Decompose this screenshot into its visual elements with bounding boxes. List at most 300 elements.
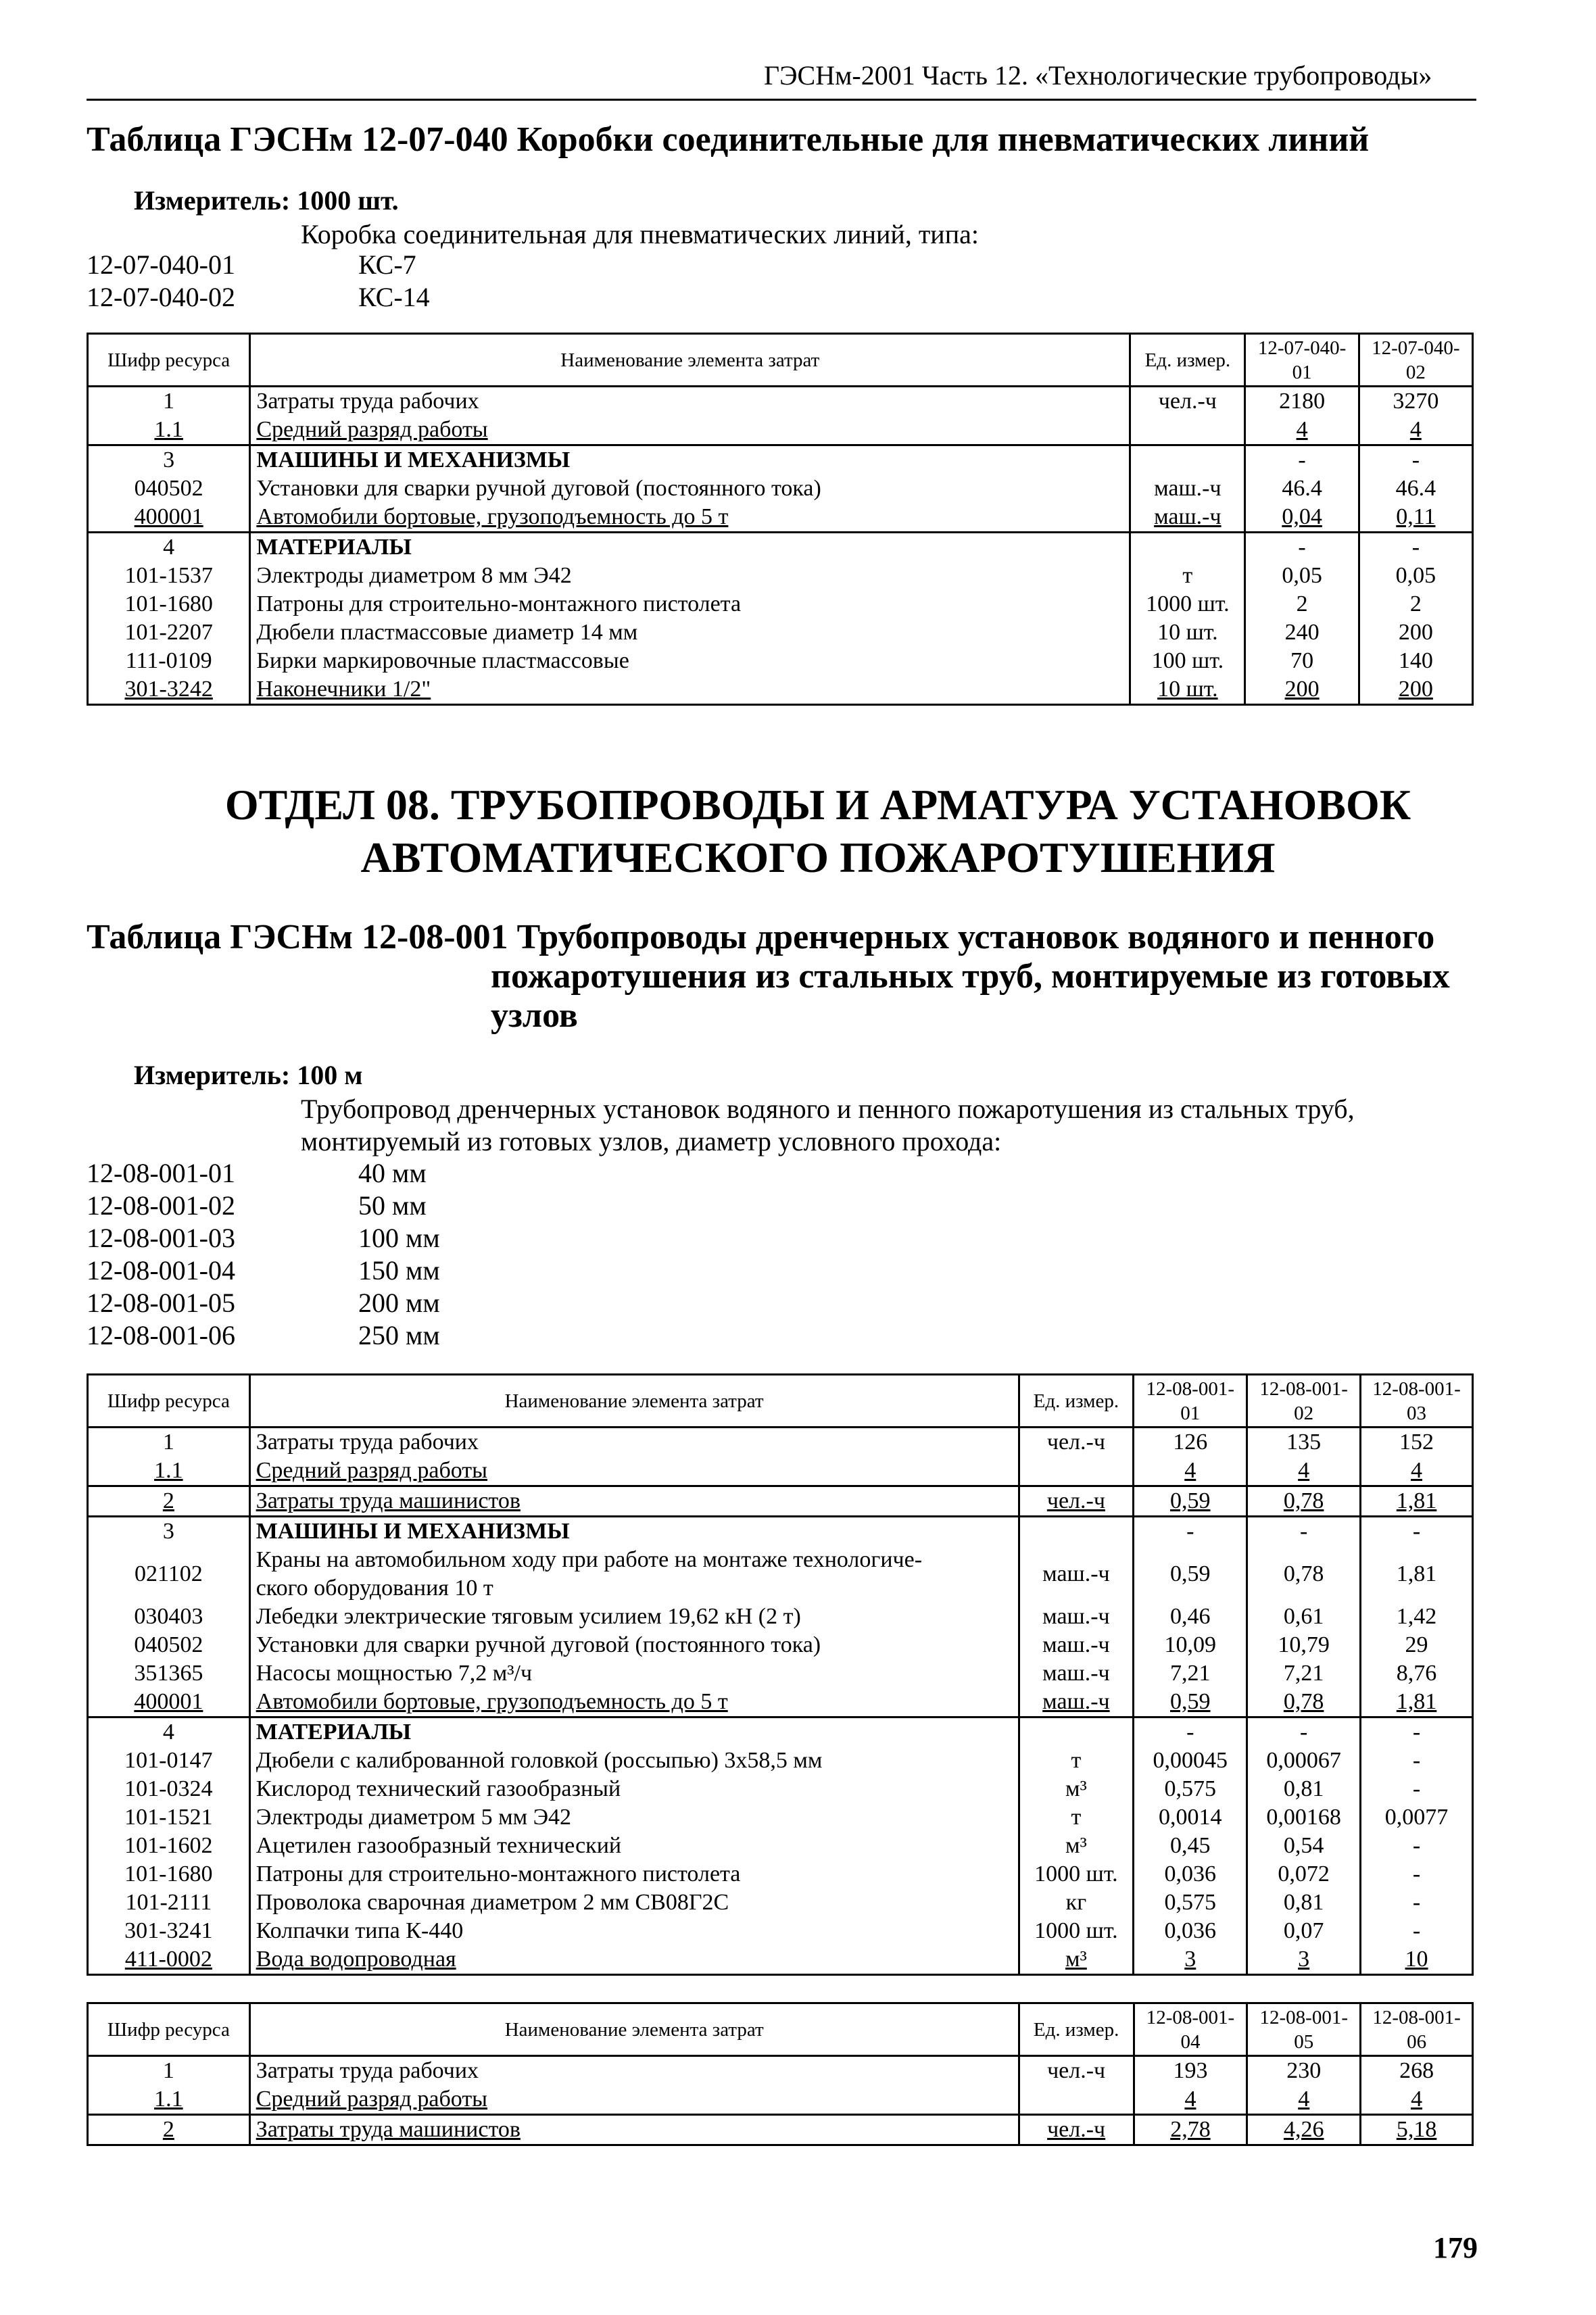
- resource-code: 021102: [88, 1546, 250, 1603]
- norm-value: 46.4: [1245, 474, 1359, 503]
- resource-code: 101-0324: [88, 1775, 250, 1803]
- resource-name: [249, 1860, 1019, 1888]
- resource-code: 1: [88, 2056, 250, 2086]
- table-row: [88, 1775, 1473, 1803]
- resource-name: [249, 1546, 1019, 1603]
- resource-code: 301-3242: [88, 675, 250, 705]
- norm-value: 126: [1134, 1428, 1247, 1457]
- norm-value: 8,76: [1361, 1659, 1473, 1688]
- resource-unit: [1130, 445, 1245, 475]
- resource-name-text: Установки для сварки ручной дуговой (постоянного тока): [256, 476, 821, 501]
- resource-code: 101-1602: [88, 1832, 250, 1860]
- meter-value: 1000 шт.: [297, 185, 399, 216]
- norm-value: 5,18: [1361, 2115, 1473, 2145]
- resource-unit: маш.-ч: [1130, 503, 1245, 533]
- table-row: [88, 416, 1473, 445]
- norm-value: 193: [1134, 2056, 1247, 2086]
- resource-code: 1.1: [88, 1457, 250, 1486]
- table-row: [88, 1486, 1473, 1517]
- col-header-norm-1: 12-08-001-01: [1134, 1375, 1247, 1428]
- resource-name: [249, 1659, 1019, 1688]
- norm-variant: 40 мм: [358, 1158, 427, 1188]
- section-heading: [81, 779, 1555, 884]
- resource-name: [249, 1688, 1019, 1717]
- resource-unit: [1019, 1517, 1134, 1546]
- resource-code: 101-1680: [88, 1860, 250, 1888]
- norm-code: 12-08-001-03: [87, 1223, 235, 1253]
- resource-name: [250, 647, 1130, 675]
- resource-name-text: Дюбели с калиброванной головкой (россыпью) 3х58,5 мм: [256, 1748, 823, 1773]
- resource-table-1: [87, 333, 1474, 706]
- norm-value: -: [1361, 1888, 1473, 1917]
- resource-unit: 100 шт.: [1130, 647, 1245, 675]
- table-row: [88, 647, 1473, 675]
- resource-name: [250, 416, 1130, 445]
- resource-name: [249, 1775, 1019, 1803]
- table-row: [88, 387, 1473, 416]
- resource-code: 2: [88, 1486, 250, 1517]
- norm-value: 29: [1361, 1631, 1473, 1659]
- norm-value: -: [1245, 533, 1359, 562]
- table-2-description-line-2: монтируемый из готовых узлов, диаметр условного прохода:: [301, 1126, 1002, 1156]
- norm-value: 2,78: [1134, 2115, 1247, 2145]
- norm-value: 1,42: [1361, 1603, 1473, 1631]
- resource-unit: чел.-ч: [1130, 387, 1245, 416]
- norm-value: 1,81: [1361, 1688, 1473, 1717]
- norm-value: 200: [1245, 675, 1359, 705]
- resource-code: 040502: [88, 474, 250, 503]
- table-row: [88, 533, 1473, 562]
- col-header-code: Шифр ресурса: [88, 1375, 250, 1428]
- norm-variant: КС-14: [358, 282, 430, 312]
- norm-value: 0,07: [1247, 1917, 1361, 1945]
- norm-value: 0,78: [1247, 1486, 1361, 1517]
- table-row: [88, 1688, 1473, 1717]
- resource-unit: [1019, 1457, 1134, 1486]
- table-row: [88, 503, 1473, 533]
- norm-value: -: [1361, 1917, 1473, 1945]
- norm-code: 12-08-001-02: [87, 1190, 235, 1221]
- resource-code: 1.1: [88, 416, 250, 445]
- norm-value: 4: [1361, 1457, 1473, 1486]
- table-row: [88, 562, 1473, 590]
- resource-code: 400001: [88, 1688, 250, 1717]
- resource-name-text: Средний разряд работы: [256, 417, 488, 442]
- resource-name: [249, 2085, 1019, 2115]
- resource-code: 101-2207: [88, 618, 250, 647]
- norm-value: 135: [1247, 1428, 1361, 1457]
- norm-value: -: [1134, 1717, 1247, 1747]
- resource-name: [250, 675, 1130, 705]
- norm-value: 0,04: [1245, 503, 1359, 533]
- resource-name-text: Вода водопроводная: [256, 1947, 456, 1972]
- norm-value: 10: [1361, 1945, 1473, 1975]
- resource-name: [249, 1888, 1019, 1917]
- col-header-unit: Ед. измер.: [1019, 1375, 1134, 1428]
- norm-value: 0,0014: [1134, 1803, 1247, 1832]
- norm-value: 4,26: [1247, 2115, 1361, 2145]
- meter-label: Измеритель:: [134, 185, 291, 216]
- resource-name: [249, 1717, 1019, 1747]
- resource-name: [249, 2056, 1019, 2086]
- col-header-unit: Ед. измер.: [1019, 2003, 1134, 2056]
- resource-name: [249, 1917, 1019, 1945]
- resource-name-text: МАШИНЫ И МЕХАНИЗМЫ: [256, 447, 571, 472]
- norm-variant: 200 мм: [358, 1288, 440, 1318]
- norm-value: 2: [1245, 590, 1359, 618]
- norm-variant: КС-7: [358, 249, 416, 280]
- norm-value: 4: [1361, 2085, 1473, 2115]
- resource-code: 2: [88, 2115, 250, 2145]
- norm-value: 0,05: [1359, 562, 1472, 590]
- norm-value: 0,45: [1134, 1832, 1247, 1860]
- resource-name-text: Затраты труда рабочих: [256, 1430, 479, 1455]
- running-header: ГЭСНм-2001 Часть 12. «Технологические трубопроводы»: [764, 60, 1432, 91]
- resource-name-text: Электроды диаметром 5 мм Э42: [256, 1805, 572, 1830]
- resource-code: 101-1537: [88, 562, 250, 590]
- norm-value: 0,05: [1245, 562, 1359, 590]
- resource-name-text: Наконечники 1/2": [256, 677, 431, 702]
- col-header-norm-4: 12-08-001-04: [1134, 2003, 1247, 2056]
- norm-value: 200: [1359, 675, 1472, 705]
- resource-name: [250, 590, 1130, 618]
- resource-code: 4: [88, 1717, 250, 1747]
- resource-code: 030403: [88, 1603, 250, 1631]
- norm-code: 12-08-001-06: [87, 1320, 235, 1350]
- resource-unit: т: [1130, 562, 1245, 590]
- table-row: [88, 2115, 1473, 2145]
- resource-name: [249, 1803, 1019, 1832]
- resource-unit: [1130, 416, 1245, 445]
- norm-value: 10,79: [1247, 1631, 1361, 1659]
- resource-unit: маш.-ч: [1019, 1688, 1134, 1717]
- norm-value: 268: [1361, 2056, 1473, 2086]
- norm-variant: 50 мм: [358, 1190, 427, 1221]
- norm-value: -: [1245, 445, 1359, 475]
- norm-value: 2180: [1245, 387, 1359, 416]
- norm-value: -: [1247, 1717, 1361, 1747]
- norm-value: -: [1359, 445, 1472, 475]
- resource-name-text: Затраты труда рабочих: [256, 389, 479, 414]
- resource-unit: 1000 шт.: [1019, 1860, 1134, 1888]
- col-header-name: Наименование элемента затрат: [250, 334, 1130, 387]
- resource-name-text: Колпачки типа К-440: [256, 1918, 464, 1943]
- norm-value: -: [1359, 533, 1472, 562]
- resource-code: 3: [88, 1517, 250, 1546]
- resource-name-text: Автомобили бортовые, грузоподъемность до 5 т: [256, 1689, 728, 1714]
- col-header-norm-3: 12-08-001-03: [1361, 1375, 1473, 1428]
- resource-unit: м³: [1019, 1832, 1134, 1860]
- resource-name-text: МАШИНЫ И МЕХАНИЗМЫ: [256, 1519, 570, 1544]
- col-header-norm-1: 12-07-040-01: [1245, 334, 1359, 387]
- norm-value: 0,59: [1134, 1546, 1247, 1603]
- norm-value: 0,036: [1134, 1860, 1247, 1888]
- resource-code: 111-0109: [88, 647, 250, 675]
- norm-code: 12-07-040-02: [87, 282, 235, 312]
- resource-code: 301-3241: [88, 1917, 250, 1945]
- norm-value: 46.4: [1359, 474, 1472, 503]
- table-row: [88, 1803, 1473, 1832]
- norm-value: 0,54: [1247, 1832, 1361, 1860]
- norm-value: 4: [1134, 1457, 1247, 1486]
- norm-value: 4: [1247, 1457, 1361, 1486]
- resource-name: [249, 1747, 1019, 1775]
- norm-value: 240: [1245, 618, 1359, 647]
- norm-value: -: [1361, 1860, 1473, 1888]
- table-2-title-line-1: Трубопроводы дренчерных установок водяного и пенного: [516, 918, 1435, 956]
- page-number: 179: [1433, 2231, 1478, 2264]
- col-header-code: Шифр ресурса: [88, 2003, 250, 2056]
- table-row: [88, 1603, 1473, 1631]
- resource-name-text: Установки для сварки ручной дуговой (постоянного тока): [256, 1632, 821, 1657]
- resource-unit: чел.-ч: [1019, 1486, 1134, 1517]
- norm-value: 140: [1359, 647, 1472, 675]
- header-rule: [87, 99, 1476, 101]
- norm-value: -: [1247, 1517, 1361, 1546]
- norm-value: 2: [1359, 590, 1472, 618]
- table-row: [88, 2085, 1473, 2115]
- resource-name-text: Патроны для строительно-монтажного пистолета: [256, 591, 742, 616]
- norm-value: 0,46: [1134, 1603, 1247, 1631]
- norm-value: 0,78: [1247, 1688, 1361, 1717]
- resource-unit: маш.-ч: [1019, 1631, 1134, 1659]
- table-row: [88, 618, 1473, 647]
- resource-code: 1: [88, 1428, 250, 1457]
- resource-name: [249, 1486, 1019, 1517]
- table-2-meter: [134, 1058, 362, 1092]
- norm-code: 12-07-040-01: [87, 249, 235, 280]
- table-row: [88, 1888, 1473, 1917]
- resource-name-text: Насосы мощностью 7,2 м³/ч: [256, 1661, 533, 1686]
- table-row: [88, 474, 1473, 503]
- col-header-unit: Ед. измер.: [1130, 334, 1245, 387]
- norm-variant: 150 мм: [358, 1255, 440, 1286]
- norm-variant: 250 мм: [358, 1320, 440, 1350]
- norm-value: -: [1134, 1517, 1247, 1546]
- resource-unit: чел.-ч: [1019, 2115, 1134, 2145]
- resource-unit: т: [1019, 1747, 1134, 1775]
- resource-code: 1.1: [88, 2085, 250, 2115]
- norm-value: 0,59: [1134, 1688, 1247, 1717]
- table-row: [88, 1717, 1473, 1747]
- norm-value: 3: [1247, 1945, 1361, 1975]
- resource-code: 101-1680: [88, 590, 250, 618]
- norm-code: 12-08-001-05: [87, 1288, 235, 1318]
- resource-name-text: Краны на автомобильном ходу при работе на монтаже технологиче-: [256, 1547, 923, 1572]
- resource-code: 101-2111: [88, 1888, 250, 1917]
- table-1-title: Таблица ГЭСНм 12-07-040 Коробки соединительные для пневматических линий: [87, 120, 1370, 159]
- norm-value: 10,09: [1134, 1631, 1247, 1659]
- norm-value: 0,575: [1134, 1775, 1247, 1803]
- resource-code: 101-0147: [88, 1747, 250, 1775]
- resource-name-text: Средний разряд работы: [256, 2087, 488, 2112]
- norm-value: 230: [1247, 2056, 1361, 2086]
- resource-unit: 10 шт.: [1130, 675, 1245, 705]
- resource-unit: чел.-ч: [1019, 1428, 1134, 1457]
- resource-name: [250, 445, 1130, 475]
- resource-table-2b: [87, 2002, 1474, 2146]
- norm-value: 0,072: [1247, 1860, 1361, 1888]
- table-row: [88, 1428, 1473, 1457]
- resource-unit: 10 шт.: [1130, 618, 1245, 647]
- resource-unit: 1000 шт.: [1130, 590, 1245, 618]
- table-row: [88, 1457, 1473, 1486]
- norm-value: 3270: [1359, 387, 1472, 416]
- resource-name-text: Средний разряд работы: [256, 1458, 487, 1483]
- norm-value: 0,78: [1247, 1546, 1361, 1603]
- section-heading-line-1: ОТДЕЛ 08. ТРУБОПРОВОДЫ И АРМАТУРА УСТАНОВОК: [224, 781, 1411, 829]
- table-row: [88, 675, 1473, 705]
- meter-label: Измеритель:: [134, 1060, 291, 1090]
- norm-value: 0,0077: [1361, 1803, 1473, 1832]
- table-row: [88, 1747, 1473, 1775]
- table-row: [88, 445, 1473, 475]
- resource-unit: чел.-ч: [1019, 2056, 1134, 2086]
- norm-value: 4: [1134, 2085, 1247, 2115]
- norm-value: 152: [1361, 1428, 1473, 1457]
- resource-name: [250, 474, 1130, 503]
- norm-value: 0,00045: [1134, 1747, 1247, 1775]
- resource-unit: т: [1019, 1803, 1134, 1832]
- norm-value: 4: [1245, 416, 1359, 445]
- resource-unit: м³: [1019, 1945, 1134, 1975]
- resource-name-text: Лебедки электрические тяговым усилием 19,62 кН (2 т): [256, 1604, 801, 1629]
- resource-name: [249, 1631, 1019, 1659]
- norm-value: -: [1361, 1775, 1473, 1803]
- norm-value: 4: [1247, 2085, 1361, 2115]
- table-row: [88, 1659, 1473, 1688]
- resource-name: [249, 1832, 1019, 1860]
- resource-code: 351365: [88, 1659, 250, 1688]
- resource-code: 3: [88, 445, 250, 475]
- resource-name-text: Ацетилен газообразный технический: [256, 1833, 622, 1858]
- resource-code: 4: [88, 533, 250, 562]
- norm-value: 3: [1134, 1945, 1247, 1975]
- col-header-norm-2: 12-07-040-02: [1359, 334, 1472, 387]
- resource-name-text: Кислород технический газообразный: [256, 1776, 621, 1801]
- col-header-code: Шифр ресурса: [88, 334, 250, 387]
- norm-value: 0,036: [1134, 1917, 1247, 1945]
- resource-code: 400001: [88, 503, 250, 533]
- norm-variant: 100 мм: [358, 1223, 440, 1253]
- resource-name-text: Затраты труда рабочих: [256, 2058, 479, 2083]
- resource-unit: [1019, 2085, 1134, 2115]
- resource-code: 411-0002: [88, 1945, 250, 1975]
- resource-name-text: МАТЕРИАЛЫ: [256, 1720, 412, 1745]
- col-header-name: Наименование элемента затрат: [249, 2003, 1019, 2056]
- table-row: [88, 1546, 1473, 1603]
- norm-value: 0,59: [1134, 1486, 1247, 1517]
- table-2-title-line-2: пожаротушения из стальных труб, монтируемые из готовых: [491, 957, 1450, 996]
- table-row: [88, 1631, 1473, 1659]
- resource-name-text: Проволока сварочная диаметром 2 мм СВ08Г2С: [256, 1890, 729, 1915]
- norm-value: -: [1361, 1747, 1473, 1775]
- norm-value: 200: [1359, 618, 1472, 647]
- norm-value: 0,81: [1247, 1775, 1361, 1803]
- resource-unit: маш.-ч: [1019, 1603, 1134, 1631]
- table-2-title: [87, 918, 1434, 957]
- col-header-norm-2: 12-08-001-02: [1247, 1375, 1361, 1428]
- resource-unit: маш.-ч: [1130, 474, 1245, 503]
- resource-name-text: Затраты труда машинистов: [256, 1488, 521, 1513]
- norm-value: -: [1361, 1717, 1473, 1747]
- norm-value: 1,81: [1361, 1546, 1473, 1603]
- table-row: [88, 2056, 1473, 2086]
- table-row: [88, 1917, 1473, 1945]
- resource-unit: [1019, 1717, 1134, 1747]
- resource-unit: [1130, 533, 1245, 562]
- table-2-title-line-3: узлов: [491, 996, 578, 1035]
- table-row: [88, 590, 1473, 618]
- resource-code: 1: [88, 387, 250, 416]
- table-row: [88, 1517, 1473, 1546]
- norm-code: 12-08-001-04: [87, 1255, 235, 1286]
- resource-name: [250, 562, 1130, 590]
- norm-value: 7,21: [1247, 1659, 1361, 1688]
- norm-value: 0,00168: [1247, 1803, 1361, 1832]
- section-heading-line-2: АВТОМАТИЧЕСКОГО ПОЖАРОТУШЕНИЯ: [360, 833, 1276, 881]
- norm-value: 0,11: [1359, 503, 1472, 533]
- meter-value: 100 м: [297, 1060, 363, 1090]
- table-2-description-line-1: Трубопровод дренчерных установок водяного и пенного пожаротушения из стальных труб,: [301, 1094, 1355, 1124]
- resource-unit: маш.-ч: [1019, 1546, 1134, 1603]
- norm-value: 4: [1359, 416, 1472, 445]
- resource-name: [249, 1457, 1019, 1486]
- norm-value: 7,21: [1134, 1659, 1247, 1688]
- resource-name-text: Электроды диаметром 8 мм Э42: [256, 563, 572, 588]
- resource-name: [250, 533, 1130, 562]
- norm-value: 1,81: [1361, 1486, 1473, 1517]
- norm-value: -: [1361, 1832, 1473, 1860]
- resource-name-text: Бирки маркировочные пластмассовые: [256, 648, 629, 673]
- resource-unit: маш.-ч: [1019, 1659, 1134, 1688]
- resource-table-2a: [87, 1373, 1474, 1976]
- table-row: [88, 1832, 1473, 1860]
- norm-code: 12-08-001-01: [87, 1158, 235, 1188]
- norm-value: 0,00067: [1247, 1747, 1361, 1775]
- resource-name: [250, 618, 1130, 647]
- table-1-description: Коробка соединительная для пневматических линий, типа:: [301, 219, 979, 249]
- resource-unit: 1000 шт.: [1019, 1917, 1134, 1945]
- resource-name-text: Дюбели пластмассовые диаметр 14 мм: [256, 620, 638, 645]
- resource-name: [249, 1517, 1019, 1546]
- col-header-name: Наименование элемента затрат: [249, 1375, 1019, 1428]
- norm-value: 0,81: [1247, 1888, 1361, 1917]
- table-1-meter: [134, 184, 399, 218]
- table-2-title-prefix: Таблица ГЭСНм 12-08-001: [87, 918, 508, 956]
- resource-name-text: Затраты труда машинистов: [256, 2117, 521, 2142]
- resource-unit: м³: [1019, 1775, 1134, 1803]
- resource-name-text: Патроны для строительно-монтажного пистолета: [256, 1861, 741, 1886]
- col-header-norm-6: 12-08-001-06: [1361, 2003, 1473, 2056]
- resource-name: [249, 2115, 1019, 2145]
- resource-code: 040502: [88, 1631, 250, 1659]
- resource-name: [249, 1945, 1019, 1975]
- norm-value: 70: [1245, 647, 1359, 675]
- resource-name-text: МАТЕРИАЛЫ: [256, 535, 412, 560]
- table-row: [88, 1945, 1473, 1975]
- resource-name: [250, 387, 1130, 416]
- norm-value: -: [1361, 1517, 1473, 1546]
- norm-value: 0,61: [1247, 1603, 1361, 1631]
- resource-name-text-cont: ского оборудования 10 т: [256, 1576, 493, 1601]
- norm-value: 0,575: [1134, 1888, 1247, 1917]
- resource-unit: кг: [1019, 1888, 1134, 1917]
- table-row: [88, 1860, 1473, 1888]
- resource-name-text: Автомобили бортовые, грузоподъемность до 5 т: [256, 504, 729, 529]
- resource-name: [250, 503, 1130, 533]
- resource-name: [249, 1428, 1019, 1457]
